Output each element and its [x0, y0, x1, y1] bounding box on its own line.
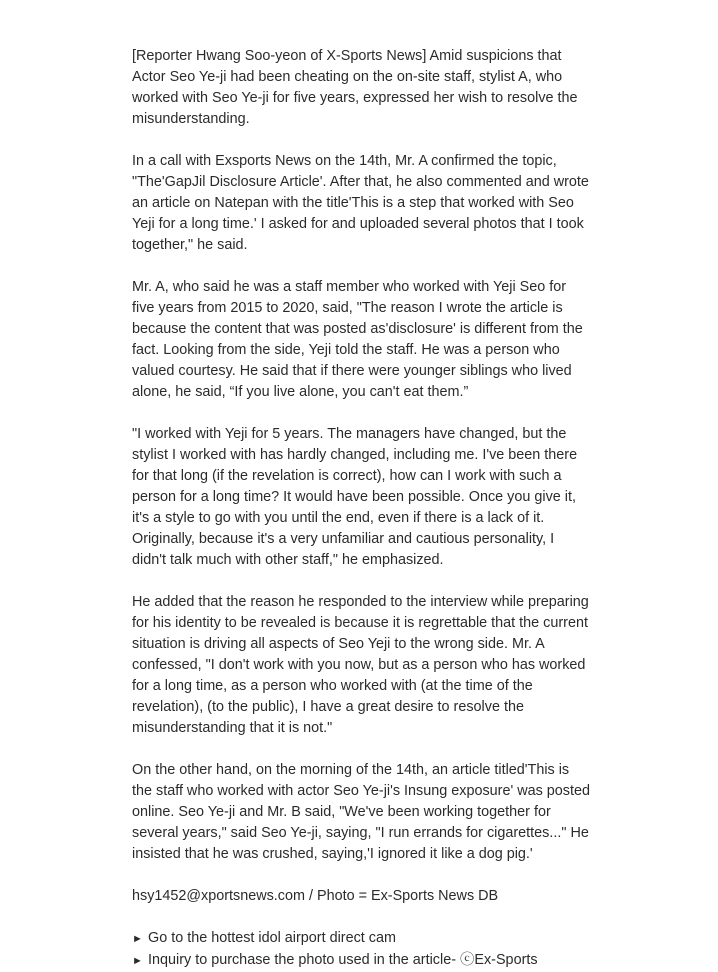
- related-link-label: Go to the hottest idol airport direct cam: [148, 930, 396, 946]
- related-link-label: Inquiry to purchase the photo used in the article- ⓒEx-Sports: [148, 952, 538, 968]
- article-body: [132, 46, 592, 972]
- article-paragraph-5: He added that the reason he responded to the interview while preparing for his identity to be revealed is because it is regrettable that the current situation is driving all aspects of Seo Yeji to the wrong side. Mr. A confessed, "I don't work with you now, but as a person who has worked for a long time, as a person who worked with (at the time of the revelation), (to the public), I have a great desire to resolve the misunderstanding that it is not.": [132, 594, 589, 736]
- article-paragraph-1: [Reporter Hwang Soo-yeon of X-Sports News] Amid suspicions that Actor Seo Ye-ji had been cheating on the on-site staff, stylist A, who worked with Seo Ye-ji for five years, expressed her wish to resolve the misunderstanding.: [132, 48, 578, 127]
- article-credit: hsy1452@xportsnews.com / Photo = Ex-Sports News DB: [132, 888, 499, 904]
- article-paragraph-2: In a call with Exsports News on the 14th, Mr. A confirmed the topic, "The'GapJil Disclosure Article'. After that, he also commented and wrote an article on Natepan with the title'This is a step that worked with Seo Yeji for a long time.' I asked for and uploaded several photos that I took together," he said.: [132, 153, 589, 253]
- article-paragraph-6: On the other hand, on the morning of the 14th, an article titled'This is the staff who worked with actor Seo Ye-ji's Insung exposure' was posted online. Seo Ye-ji and Mr. B said, "We've been working together for several years," said Seo Ye-ji, saying, "I run errands for cigarettes..." He insisted that he was crushed, saying,'I ignored it like a dog pig.': [132, 762, 590, 862]
- bullet-arrow-icon: ►: [132, 933, 143, 945]
- related-link-photo-purchase[interactable]: [132, 950, 592, 972]
- related-links: [132, 928, 592, 972]
- article-paragraph-3: Mr. A, who said he was a staff member who worked with Yeji Seo for five years from 2015 to 2020, said, "The reason I wrote the article is because the content that was posted as'disclosure' is different from the fact. Looking from the side, Yeji told the staff. He was a person who valued courtesy. He said that if there were younger siblings who lived alone, he said, “If you live alone, you can't eat them.”: [132, 279, 583, 400]
- article-paragraph-4: "I worked with Yeji for 5 years. The managers have changed, but the stylist I worked with has hardly changed, including me. I've been there for that long (if the revelation is correct), how can I work with such a person for a long time? It would have been possible. Once you give it, it's a style to go with you until the end, even if there is a lack of it. Originally, because it's a very unfamiliar and cautious personality, I didn't talk much with other staff," he emphasized.: [132, 426, 578, 568]
- bullet-arrow-icon: ►: [132, 955, 143, 967]
